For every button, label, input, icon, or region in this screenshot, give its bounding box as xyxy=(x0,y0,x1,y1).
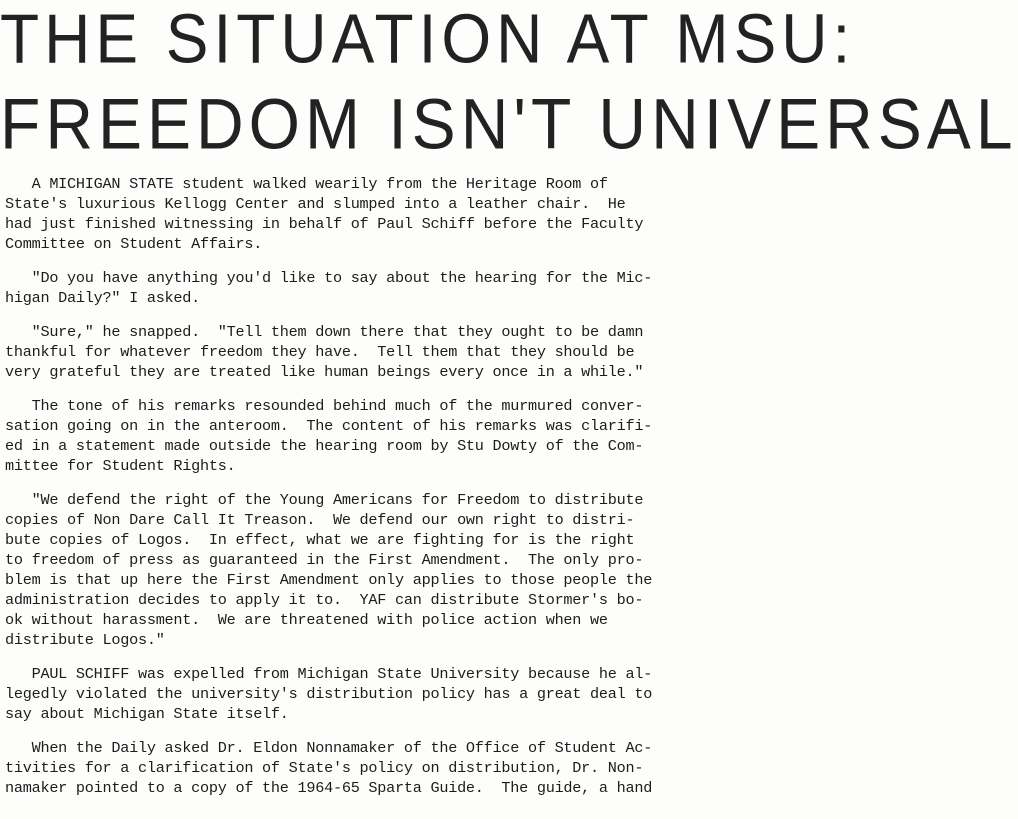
text-line: blem is that up here the First Amendment only applies to those people the xyxy=(5,571,653,589)
text-line: tivities for a clarification of State's policy on distribution, Dr. Non- xyxy=(5,759,644,777)
paragraph-3 xyxy=(5,322,695,382)
text-line: "Sure," he snapped. "Tell them down there that they ought to be damn xyxy=(5,323,644,341)
text-line: namaker pointed to a copy of the 1964-65 Sparta Guide. The guide, a hand xyxy=(5,779,653,797)
text-line: When the Daily asked Dr. Eldon Nonnamaker of the Office of Student Ac- xyxy=(5,739,653,757)
text-line: ok without harassment. We are threatened with police action when we xyxy=(5,611,608,629)
text-line: administration decides to apply it to. YAF can distribute Stormer's bo- xyxy=(5,591,644,609)
text-line: sation going on in the anteroom. The content of his remarks was clarifi- xyxy=(5,417,653,435)
text-line: say about Michigan State itself. xyxy=(5,705,289,723)
paragraph-4 xyxy=(5,396,695,476)
text-line: had just finished witnessing in behalf of Paul Schiff before the Faculty xyxy=(5,215,644,233)
text-line: legedly violated the university's distribution policy has a great deal to xyxy=(5,685,653,703)
text-line: ed in a statement made outside the hearing room by Stu Dowty of the Com- xyxy=(5,437,644,455)
text-line: State's luxurious Kellogg Center and slumped into a leather chair. He xyxy=(5,195,626,213)
article-body xyxy=(5,174,695,812)
text-line: A MICHIGAN STATE student walked wearily from the Heritage Room of xyxy=(5,175,608,193)
text-line: mittee for Student Rights. xyxy=(5,457,236,475)
paragraph-6 xyxy=(5,664,695,724)
text-line: PAUL SCHIFF was expelled from Michigan State University because he al- xyxy=(5,665,653,683)
text-line: higan Daily?" I asked. xyxy=(5,289,201,307)
text-line: distribute Logos." xyxy=(5,631,165,649)
text-line: very grateful they are treated like human beings every once in a while." xyxy=(5,363,644,381)
text-line: bute copies of Logos. In effect, what we are fighting for is the right xyxy=(5,531,635,549)
text-line: copies of Non Dare Call It Treason. We defend our own right to distri- xyxy=(5,511,635,529)
text-line: "We defend the right of the Young Americans for Freedom to distribute xyxy=(5,491,644,509)
text-line: to freedom of press as guaranteed in the First Amendment. The only pro- xyxy=(5,551,644,569)
text-line: Committee on Student Affairs. xyxy=(5,235,263,253)
text-line: "Do you have anything you'd like to say about the hearing for the Mic- xyxy=(5,269,653,287)
headline-line-1: THE SITUATION AT MSU: xyxy=(0,0,856,78)
paragraph-5 xyxy=(5,490,695,650)
paragraph-2 xyxy=(5,268,695,308)
paragraph-7 xyxy=(5,738,695,798)
headline-line-2: FREEDOM ISN'T UNIVERSAL xyxy=(0,83,1018,164)
text-line: thankful for whatever freedom they have. Tell them that they should be xyxy=(5,343,635,361)
paragraph-1 xyxy=(5,174,695,254)
text-line: The tone of his remarks resounded behind much of the murmured conver- xyxy=(5,397,644,415)
